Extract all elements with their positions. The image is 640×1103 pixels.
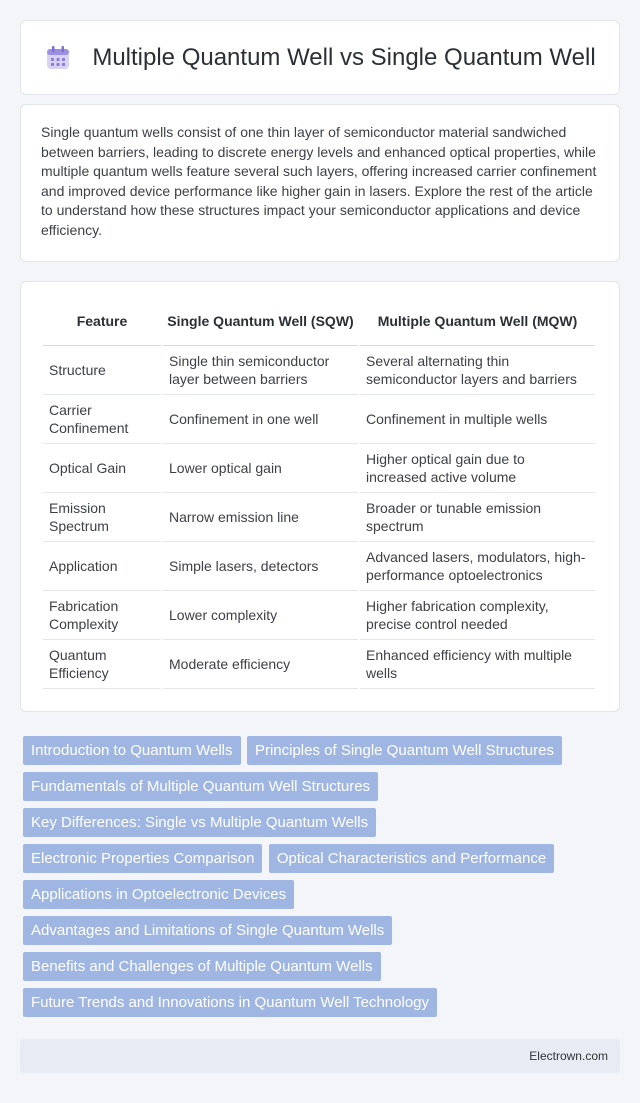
calendar-icon <box>44 44 72 72</box>
table-cell: Lower optical gain <box>163 444 358 493</box>
table-cell: Structure <box>43 346 161 395</box>
footer-site: Electrown.com <box>529 1049 608 1063</box>
table-cell: Narrow emission line <box>163 493 358 542</box>
topic-tag-link[interactable]: Benefits and Challenges of Multiple Quantum Wells <box>23 952 381 981</box>
table-cell: Moderate efficiency <box>163 640 358 689</box>
column-header: Feature <box>43 296 161 346</box>
table-row <box>43 591 595 640</box>
intro-text: Single quantum wells consist of one thin layer of semiconductor material sandwiched between barriers, leading to discrete energy levels and enhanced optical properties, while multiple quantum wells feature several such layers, offering increased carrier confinement and improved device performance like higher gain in lasers. Explore the rest of the article to understand how these structures impact your semiconductor applications and device efficiency. <box>41 124 597 238</box>
table-cell: Quantum Efficiency <box>43 640 161 689</box>
topic-tag-link[interactable]: Applications in Optoelectronic Devices <box>23 880 294 909</box>
topic-tags <box>22 736 622 1024</box>
table-row <box>43 542 595 591</box>
table-cell: Simple lasers, detectors <box>163 542 358 591</box>
topic-tag-link[interactable]: Key Differences: Single vs Multiple Quantum Wells <box>23 808 376 837</box>
table-cell: Optical Gain <box>43 444 161 493</box>
table-cell: Emission Spectrum <box>43 493 161 542</box>
topic-tag-link[interactable]: Optical Characteristics and Performance <box>269 844 554 873</box>
table-cell: Advanced lasers, modulators, high-performance optoelectronics <box>360 542 595 591</box>
table-row <box>43 444 595 493</box>
table-cell: Fabrication Complexity <box>43 591 161 640</box>
table-cell: Enhanced efficiency with multiple wells <box>360 640 595 689</box>
topic-tag-link[interactable]: Future Trends and Innovations in Quantum Well Technology <box>23 988 437 1017</box>
topic-tag-link[interactable]: Introduction to Quantum Wells <box>23 736 241 765</box>
table-cell: Confinement in multiple wells <box>360 395 595 444</box>
topic-tag-link[interactable]: Advantages and Limitations of Single Quantum Wells <box>23 916 392 945</box>
comparison-table <box>41 296 597 689</box>
table-cell: Higher fabrication complexity, precise control needed <box>360 591 595 640</box>
table-row <box>43 346 595 395</box>
column-header: Multiple Quantum Well (MQW) <box>360 296 595 346</box>
comparison-table-card <box>20 281 620 712</box>
footer <box>20 1039 620 1073</box>
table-cell: Application <box>43 542 161 591</box>
table-cell: Lower complexity <box>163 591 358 640</box>
table-cell: Broader or tunable emission spectrum <box>360 493 595 542</box>
header-card <box>20 20 620 95</box>
topic-tag-link[interactable]: Electronic Properties Comparison <box>23 844 262 873</box>
table-cell: Single thin semiconductor layer between barriers <box>163 346 358 395</box>
topic-tag-link[interactable]: Fundamentals of Multiple Quantum Well Structures <box>23 772 378 801</box>
table-row <box>43 395 595 444</box>
table-cell: Confinement in one well <box>163 395 358 444</box>
table-header-row <box>43 296 595 346</box>
table-row <box>43 640 595 689</box>
intro-card <box>20 104 620 262</box>
column-header: Single Quantum Well (SQW) <box>163 296 358 346</box>
table-row <box>43 493 595 542</box>
table-cell: Several alternating thin semiconductor layers and barriers <box>360 346 595 395</box>
table-cell: Higher optical gain due to increased active volume <box>360 444 595 493</box>
page-title: Multiple Quantum Well vs Single Quantum Well <box>92 43 596 71</box>
topic-tag-link[interactable]: Principles of Single Quantum Well Structures <box>247 736 562 765</box>
table-cell: Carrier Confinement <box>43 395 161 444</box>
